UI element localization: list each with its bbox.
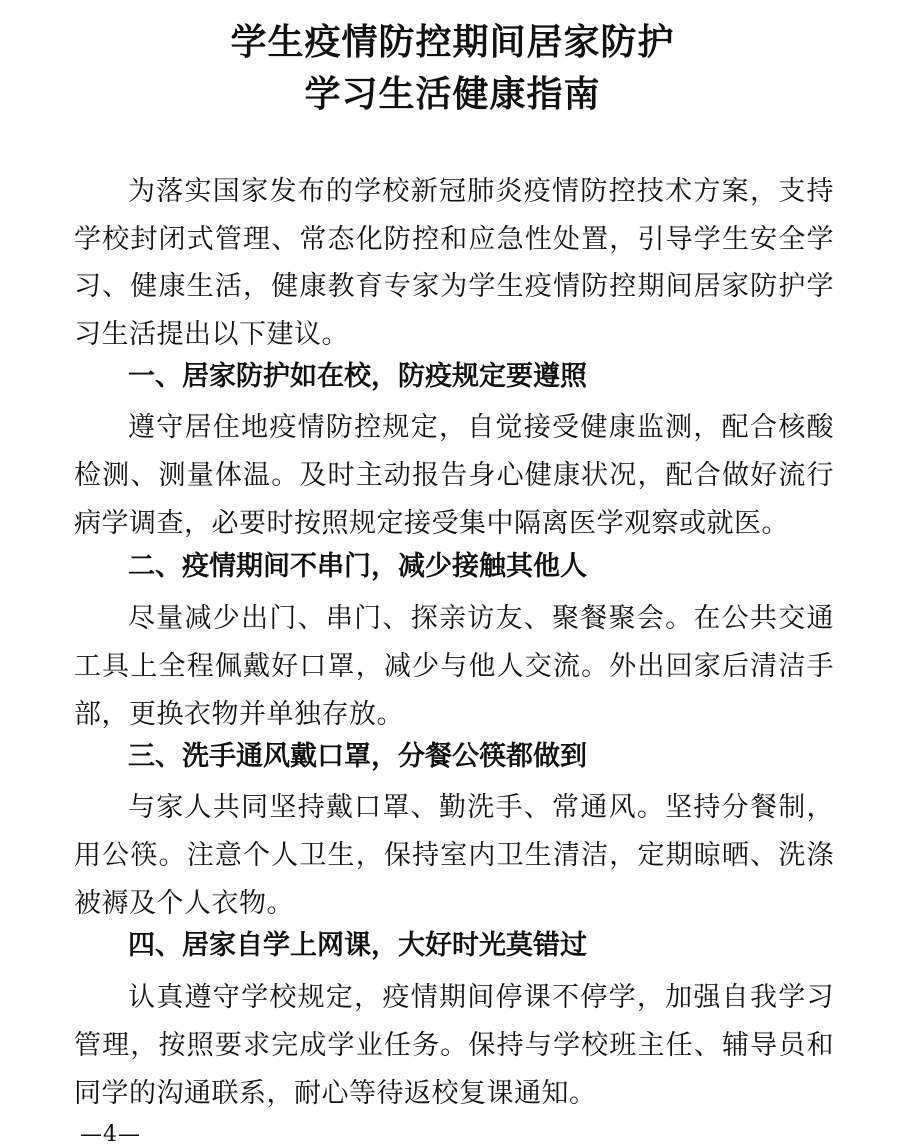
document-title-line-1: 学生疫情防控期间居家防护 — [230, 22, 675, 63]
section-heading-3: 三、洗手通风戴口罩，分餐公筷都做到 — [128, 741, 587, 772]
section-body-3: 与家人共同坚持戴口罩、勤洗手、常通风。坚持分餐制，用公筷。注意个人卫生，保持室内卫生清洁，定期晾晒、洗涤被褥及个人衣物。 — [74, 792, 834, 919]
section-body-1: 遵守居住地疫情防控规定，自觉接受健康监测，配合核酸检测、测量体温。及时主动报告身心健康状况，配合做好流行病学调查，必要时按照规定接受集中隔离医学观察或就医。 — [74, 412, 834, 539]
section-heading-2: 二、疫情期间不串门，减少接触其他人 — [128, 551, 587, 582]
section-heading-1: 一、居家防护如在校，防疫规定要遵照 — [128, 361, 587, 392]
section-body-2: 尽量减少出门、串门、探亲访友、聚餐聚会。在公共交通工具上全程佩戴好口罩，减少与他人交流。外出回家后清洁手部，更换衣物并单独存放。 — [74, 603, 834, 730]
section-heading-4: 四、居家自学上网课，大好时光莫错过 — [128, 930, 587, 961]
document-title-line-2: 学习生活健康指南 — [304, 74, 601, 115]
page-number: —4— — [80, 1122, 141, 1147]
intro-paragraph: 为落实国家发布的学校新冠肺炎疫情防控技术方案，支持学校封闭式管理、常态化防控和应急性处置，引导学生安全学习、健康生活，健康教育专家为学生疫情防控期间居家防护学习生活提出以下建议。 — [74, 176, 834, 350]
section-body-4: 认真遵守学校规定，疫情期间停课不停学，加强自我学习管理，按照要求完成学业任务。保持与学校班主任、辅导员和同学的沟通联系，耐心等待返校复课通知。 — [74, 982, 834, 1109]
